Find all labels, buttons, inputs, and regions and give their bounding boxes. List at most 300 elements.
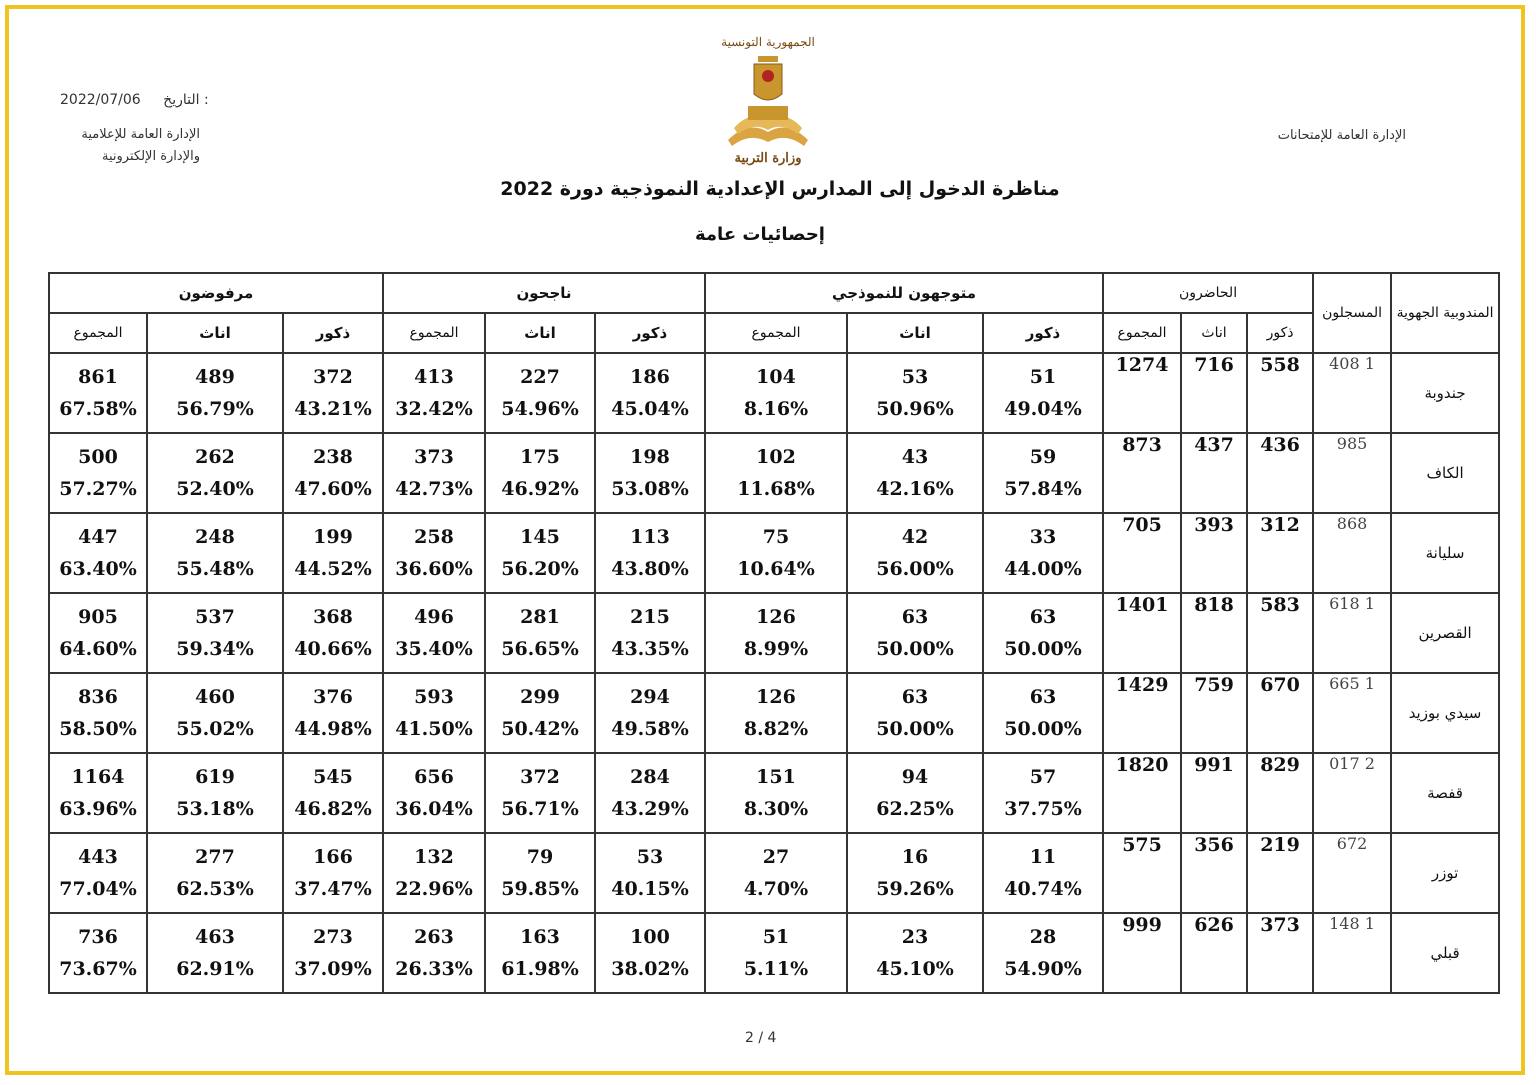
passed-female-value: 372 bbox=[520, 766, 560, 788]
passed-male-value: 198 bbox=[630, 446, 670, 468]
statistics-table bbox=[48, 272, 1500, 994]
col-oriented-female: اناث bbox=[847, 313, 983, 353]
passed-total bbox=[383, 513, 485, 593]
passed-male-percent: 40.15% bbox=[611, 878, 689, 900]
document-title: مناظرة الدخول إلى المدارس الإعدادية النموذجية دورة 2022 bbox=[500, 178, 1060, 200]
oriented-male bbox=[983, 353, 1103, 433]
oriented-total-value: 27 bbox=[762, 846, 790, 868]
oriented-female-percent: 59.26% bbox=[876, 878, 954, 900]
oriented-total bbox=[705, 753, 847, 833]
present-total-value: 1274 bbox=[1115, 354, 1169, 376]
date-value: 2022/07/06 bbox=[60, 92, 141, 108]
present-total bbox=[1103, 673, 1181, 753]
rejected-male bbox=[283, 833, 383, 913]
passed-total bbox=[383, 593, 485, 673]
oriented-male-percent: 50.00% bbox=[1004, 718, 1082, 740]
passed-female bbox=[485, 753, 595, 833]
passed-female-percent: 46.92% bbox=[501, 478, 579, 500]
registered-count bbox=[1313, 753, 1391, 833]
rejected-male-percent: 44.98% bbox=[294, 718, 372, 740]
oriented-total-percent: 5.11% bbox=[743, 958, 809, 980]
svg-text:وزارة التربية: وزارة التربية bbox=[734, 151, 802, 166]
passed-female-value: 227 bbox=[520, 366, 560, 388]
present-male-value: 583 bbox=[1260, 594, 1300, 616]
col-rejected-male: ذكور bbox=[283, 313, 383, 353]
rejected-female-value: 460 bbox=[195, 686, 235, 708]
present-male bbox=[1247, 353, 1313, 433]
oriented-male bbox=[983, 913, 1103, 993]
region-name-value: سيدي بوزيد bbox=[1408, 704, 1482, 722]
oriented-total bbox=[705, 593, 847, 673]
region-name bbox=[1391, 913, 1499, 993]
present-female-value: 991 bbox=[1194, 754, 1234, 776]
rejected-female bbox=[147, 513, 283, 593]
rejected-female bbox=[147, 673, 283, 753]
region-name bbox=[1391, 433, 1499, 513]
passed-total-percent: 26.33% bbox=[395, 958, 473, 980]
passed-total bbox=[383, 433, 485, 513]
passed-male-percent: 43.35% bbox=[611, 638, 689, 660]
present-male bbox=[1247, 673, 1313, 753]
oriented-female bbox=[847, 353, 983, 433]
passed-total-percent: 35.40% bbox=[395, 638, 473, 660]
present-male-value: 312 bbox=[1260, 514, 1300, 536]
passed-male bbox=[595, 433, 705, 513]
passed-female-value: 175 bbox=[520, 446, 560, 468]
oriented-total-value: 75 bbox=[762, 526, 790, 548]
present-total bbox=[1103, 913, 1181, 993]
present-total-value: 1401 bbox=[1115, 594, 1169, 616]
dept-line-2: والإدارة الإلكترونية bbox=[102, 149, 200, 164]
rejected-male-percent: 40.66% bbox=[294, 638, 372, 660]
registered-count bbox=[1313, 913, 1391, 993]
oriented-total-value: 151 bbox=[756, 766, 796, 788]
present-female-value: 437 bbox=[1194, 434, 1234, 456]
rejected-total-value: 443 bbox=[78, 846, 118, 868]
passed-total-percent: 22.96% bbox=[395, 878, 473, 900]
col-rejected-female: اناث bbox=[147, 313, 283, 353]
present-total bbox=[1103, 833, 1181, 913]
present-female bbox=[1181, 753, 1247, 833]
rejected-total-value: 905 bbox=[78, 606, 118, 628]
registered-count-value: 672 bbox=[1336, 834, 1368, 853]
present-female-value: 393 bbox=[1194, 514, 1234, 536]
oriented-male bbox=[983, 433, 1103, 513]
oriented-male-value: 51 bbox=[1029, 366, 1057, 388]
rejected-male-percent: 46.82% bbox=[294, 798, 372, 820]
oriented-total-value: 104 bbox=[756, 366, 796, 388]
exams-department: الإدارة العامة للإمتحانات bbox=[1277, 128, 1406, 143]
dept-line-1: الإدارة العامة للإعلامية bbox=[81, 127, 200, 142]
passed-total-percent: 36.60% bbox=[395, 558, 473, 580]
rejected-male-value: 166 bbox=[313, 846, 353, 868]
passed-female-percent: 56.71% bbox=[501, 798, 579, 820]
rejected-male bbox=[283, 673, 383, 753]
rejected-female-value: 248 bbox=[195, 526, 235, 548]
present-male-value: 219 bbox=[1260, 834, 1300, 856]
rejected-male-percent: 47.60% bbox=[294, 478, 372, 500]
rejected-female-percent: 59.34% bbox=[176, 638, 254, 660]
oriented-male-value: 28 bbox=[1029, 926, 1057, 948]
oriented-male-value: 11 bbox=[1029, 846, 1057, 868]
oriented-total-value: 126 bbox=[756, 606, 796, 628]
oriented-male-value: 63 bbox=[1029, 686, 1057, 708]
registered-count-value: 1 618 bbox=[1329, 594, 1375, 613]
rejected-female-percent: 62.91% bbox=[176, 958, 254, 980]
registered-count bbox=[1313, 593, 1391, 673]
rejected-male bbox=[283, 353, 383, 433]
date-label: التاريخ : bbox=[163, 92, 209, 108]
present-total-value: 575 bbox=[1122, 834, 1162, 856]
rejected-male-percent: 43.21% bbox=[294, 398, 372, 420]
passed-female-percent: 61.98% bbox=[501, 958, 579, 980]
rejected-male bbox=[283, 753, 383, 833]
oriented-female bbox=[847, 593, 983, 673]
document-subtitle: إحصائيات عامة bbox=[695, 224, 825, 245]
group-rejected: مرفوضون bbox=[49, 273, 383, 313]
passed-female bbox=[485, 433, 595, 513]
issuing-department bbox=[60, 124, 200, 168]
passed-female-value: 299 bbox=[520, 686, 560, 708]
present-male bbox=[1247, 433, 1313, 513]
passed-female-value: 163 bbox=[520, 926, 560, 948]
passed-female-value: 79 bbox=[526, 846, 554, 868]
passed-total-value: 593 bbox=[414, 686, 454, 708]
rejected-total bbox=[49, 833, 147, 913]
rejected-male-value: 368 bbox=[313, 606, 353, 628]
passed-male-percent: 43.29% bbox=[611, 798, 689, 820]
passed-male-percent: 38.02% bbox=[611, 958, 689, 980]
passed-total bbox=[383, 833, 485, 913]
present-female bbox=[1181, 673, 1247, 753]
col-region: المندوبية الجهوية bbox=[1391, 273, 1499, 353]
passed-male bbox=[595, 513, 705, 593]
rejected-female bbox=[147, 433, 283, 513]
oriented-female-percent: 50.96% bbox=[876, 398, 954, 420]
col-registered: المسجلون bbox=[1313, 273, 1391, 353]
col-present-female: اناث bbox=[1181, 313, 1247, 353]
present-female-value: 716 bbox=[1194, 354, 1234, 376]
passed-female bbox=[485, 513, 595, 593]
oriented-female-value: 16 bbox=[901, 846, 929, 868]
passed-male-value: 284 bbox=[630, 766, 670, 788]
oriented-female-value: 23 bbox=[901, 926, 929, 948]
rejected-total-value: 736 bbox=[78, 926, 118, 948]
present-male bbox=[1247, 753, 1313, 833]
present-female bbox=[1181, 593, 1247, 673]
oriented-male-percent: 57.84% bbox=[1004, 478, 1082, 500]
group-passed: ناجحون bbox=[383, 273, 705, 313]
region-name-value: توزر bbox=[1431, 864, 1459, 882]
rejected-female-value: 537 bbox=[195, 606, 235, 628]
present-total bbox=[1103, 353, 1181, 433]
region-name bbox=[1391, 673, 1499, 753]
rejected-total-value: 861 bbox=[78, 366, 118, 388]
passed-male bbox=[595, 753, 705, 833]
rejected-male-value: 273 bbox=[313, 926, 353, 948]
oriented-female-value: 63 bbox=[901, 686, 929, 708]
oriented-total bbox=[705, 913, 847, 993]
present-male-value: 373 bbox=[1260, 914, 1300, 936]
registered-count-value: 1 408 bbox=[1329, 354, 1375, 373]
present-total-value: 1429 bbox=[1115, 674, 1169, 696]
col-oriented-male: ذكور bbox=[983, 313, 1103, 353]
rejected-total-value: 500 bbox=[78, 446, 118, 468]
passed-female bbox=[485, 833, 595, 913]
rejected-total bbox=[49, 913, 147, 993]
rejected-total-percent: 58.50% bbox=[59, 718, 137, 740]
passed-total-percent: 42.73% bbox=[395, 478, 473, 500]
passed-male bbox=[595, 353, 705, 433]
present-female-value: 818 bbox=[1194, 594, 1234, 616]
rejected-total bbox=[49, 593, 147, 673]
present-female-value: 626 bbox=[1194, 914, 1234, 936]
rejected-total-percent: 64.60% bbox=[59, 638, 137, 660]
rejected-female-percent: 56.79% bbox=[176, 398, 254, 420]
present-total bbox=[1103, 593, 1181, 673]
col-rejected-total: المجموع bbox=[49, 313, 147, 353]
ministry-logo bbox=[718, 30, 818, 170]
present-total-value: 873 bbox=[1122, 434, 1162, 456]
registered-count bbox=[1313, 833, 1391, 913]
oriented-male-percent: 40.74% bbox=[1004, 878, 1082, 900]
rejected-male-value: 376 bbox=[313, 686, 353, 708]
oriented-female-percent: 56.00% bbox=[876, 558, 954, 580]
rejected-total bbox=[49, 433, 147, 513]
col-passed-female: اناث bbox=[485, 313, 595, 353]
region-name-value: قبلي bbox=[1430, 944, 1460, 962]
present-male-value: 436 bbox=[1260, 434, 1300, 456]
passed-female bbox=[485, 353, 595, 433]
present-female bbox=[1181, 513, 1247, 593]
present-female bbox=[1181, 433, 1247, 513]
group-oriented: متوجهون للنموذجي bbox=[705, 273, 1103, 313]
present-male bbox=[1247, 513, 1313, 593]
col-present-male: ذكور bbox=[1247, 313, 1313, 353]
rejected-female bbox=[147, 353, 283, 433]
oriented-total bbox=[705, 353, 847, 433]
rejected-total-percent: 57.27% bbox=[59, 478, 137, 500]
oriented-male-value: 33 bbox=[1029, 526, 1057, 548]
present-male bbox=[1247, 913, 1313, 993]
rejected-female-percent: 52.40% bbox=[176, 478, 254, 500]
oriented-male-value: 59 bbox=[1029, 446, 1057, 468]
region-name bbox=[1391, 593, 1499, 673]
oriented-female-value: 63 bbox=[901, 606, 929, 628]
oriented-total bbox=[705, 433, 847, 513]
rejected-male-value: 372 bbox=[313, 366, 353, 388]
rejected-total bbox=[49, 353, 147, 433]
registered-count-value: 2 017 bbox=[1329, 754, 1375, 773]
oriented-male-percent: 44.00% bbox=[1004, 558, 1082, 580]
table-row bbox=[49, 593, 1499, 673]
rejected-male bbox=[283, 433, 383, 513]
rejected-total-percent: 77.04% bbox=[59, 878, 137, 900]
passed-female bbox=[485, 913, 595, 993]
oriented-female-percent: 62.25% bbox=[876, 798, 954, 820]
oriented-male bbox=[983, 753, 1103, 833]
col-oriented-total: المجموع bbox=[705, 313, 847, 353]
table-row bbox=[49, 753, 1499, 833]
present-male bbox=[1247, 593, 1313, 673]
rejected-female bbox=[147, 913, 283, 993]
present-female-value: 759 bbox=[1194, 674, 1234, 696]
oriented-male bbox=[983, 673, 1103, 753]
passed-total-value: 373 bbox=[414, 446, 454, 468]
rejected-male bbox=[283, 593, 383, 673]
rejected-male bbox=[283, 513, 383, 593]
oriented-male-percent: 50.00% bbox=[1004, 638, 1082, 660]
passed-total-percent: 36.04% bbox=[395, 798, 473, 820]
passed-total bbox=[383, 753, 485, 833]
oriented-total bbox=[705, 673, 847, 753]
oriented-total-percent: 11.68% bbox=[737, 478, 815, 500]
present-total bbox=[1103, 433, 1181, 513]
passed-female-percent: 50.42% bbox=[501, 718, 579, 740]
oriented-total-value: 102 bbox=[756, 446, 796, 468]
rejected-total-value: 1164 bbox=[71, 766, 125, 788]
table-row bbox=[49, 353, 1499, 433]
passed-female-value: 145 bbox=[520, 526, 560, 548]
region-name-value: القصرين bbox=[1418, 624, 1472, 642]
passed-total-value: 496 bbox=[414, 606, 454, 628]
passed-female-value: 281 bbox=[520, 606, 560, 628]
group-present: الحاضرون bbox=[1103, 273, 1313, 313]
passed-male-value: 53 bbox=[636, 846, 664, 868]
oriented-female bbox=[847, 513, 983, 593]
oriented-female-percent: 42.16% bbox=[876, 478, 954, 500]
passed-male-value: 186 bbox=[630, 366, 670, 388]
rejected-female bbox=[147, 753, 283, 833]
present-total bbox=[1103, 753, 1181, 833]
page-number: 2 / 4 bbox=[745, 1030, 777, 1046]
oriented-female bbox=[847, 753, 983, 833]
registered-count-value: 1 148 bbox=[1329, 914, 1375, 933]
oriented-total-value: 126 bbox=[756, 686, 796, 708]
rejected-total-percent: 73.67% bbox=[59, 958, 137, 980]
table-row bbox=[49, 433, 1499, 513]
oriented-female-percent: 50.00% bbox=[876, 718, 954, 740]
passed-male bbox=[595, 913, 705, 993]
passed-male-percent: 45.04% bbox=[611, 398, 689, 420]
rejected-female-value: 262 bbox=[195, 446, 235, 468]
passed-total-value: 132 bbox=[414, 846, 454, 868]
rejected-total bbox=[49, 673, 147, 753]
svg-text:الجمهورية التونسية: الجمهورية التونسية bbox=[721, 35, 815, 49]
rejected-female-percent: 53.18% bbox=[176, 798, 254, 820]
oriented-female bbox=[847, 833, 983, 913]
rejected-female-percent: 62.53% bbox=[176, 878, 254, 900]
rejected-female bbox=[147, 593, 283, 673]
rejected-female-value: 489 bbox=[195, 366, 235, 388]
table-row bbox=[49, 913, 1499, 993]
oriented-male-percent: 49.04% bbox=[1004, 398, 1082, 420]
rejected-male-percent: 44.52% bbox=[294, 558, 372, 580]
passed-total-percent: 41.50% bbox=[395, 718, 473, 740]
passed-male-percent: 53.08% bbox=[611, 478, 689, 500]
region-name-value: جندوبة bbox=[1424, 384, 1466, 402]
region-name bbox=[1391, 833, 1499, 913]
present-total-value: 999 bbox=[1122, 914, 1162, 936]
region-name bbox=[1391, 353, 1499, 433]
oriented-male-percent: 37.75% bbox=[1004, 798, 1082, 820]
present-total bbox=[1103, 513, 1181, 593]
present-male bbox=[1247, 833, 1313, 913]
passed-female bbox=[485, 673, 595, 753]
oriented-female-value: 53 bbox=[901, 366, 929, 388]
passed-total bbox=[383, 353, 485, 433]
rejected-female bbox=[147, 833, 283, 913]
oriented-female-percent: 45.10% bbox=[876, 958, 954, 980]
header-row-groups bbox=[49, 273, 1499, 313]
oriented-total-percent: 10.64% bbox=[737, 558, 815, 580]
rejected-male-value: 238 bbox=[313, 446, 353, 468]
passed-male bbox=[595, 833, 705, 913]
oriented-male-value: 63 bbox=[1029, 606, 1057, 628]
region-name bbox=[1391, 513, 1499, 593]
registered-count-value: 1 665 bbox=[1329, 674, 1375, 693]
oriented-female-value: 42 bbox=[901, 526, 929, 548]
oriented-male-percent: 54.90% bbox=[1004, 958, 1082, 980]
rejected-male-value: 199 bbox=[313, 526, 353, 548]
passed-total-value: 413 bbox=[414, 366, 454, 388]
document-date bbox=[60, 92, 209, 108]
oriented-female bbox=[847, 913, 983, 993]
oriented-total-percent: 8.82% bbox=[743, 718, 809, 740]
oriented-total-percent: 8.16% bbox=[743, 398, 809, 420]
present-male-value: 670 bbox=[1260, 674, 1300, 696]
rejected-total-percent: 63.96% bbox=[59, 798, 137, 820]
oriented-female-value: 94 bbox=[901, 766, 929, 788]
rejected-female-value: 463 bbox=[195, 926, 235, 948]
registered-count bbox=[1313, 433, 1391, 513]
rejected-male-percent: 37.47% bbox=[294, 878, 372, 900]
present-female bbox=[1181, 913, 1247, 993]
passed-male-value: 294 bbox=[630, 686, 670, 708]
rejected-female-value: 619 bbox=[195, 766, 235, 788]
registered-count bbox=[1313, 513, 1391, 593]
region-name bbox=[1391, 753, 1499, 833]
passed-total-percent: 32.42% bbox=[395, 398, 473, 420]
region-name-value: قفصة bbox=[1427, 784, 1463, 802]
passed-total-value: 656 bbox=[414, 766, 454, 788]
passed-female bbox=[485, 593, 595, 673]
passed-total-value: 263 bbox=[414, 926, 454, 948]
oriented-total-percent: 4.70% bbox=[743, 878, 809, 900]
passed-male bbox=[595, 593, 705, 673]
present-female bbox=[1181, 833, 1247, 913]
rejected-female-percent: 55.48% bbox=[176, 558, 254, 580]
oriented-total-value: 51 bbox=[762, 926, 790, 948]
rejected-male-value: 545 bbox=[313, 766, 353, 788]
rejected-total-percent: 67.58% bbox=[59, 398, 137, 420]
rejected-total-value: 447 bbox=[78, 526, 118, 548]
present-total-value: 1820 bbox=[1115, 754, 1169, 776]
oriented-male bbox=[983, 513, 1103, 593]
oriented-total bbox=[705, 513, 847, 593]
registered-count bbox=[1313, 673, 1391, 753]
passed-male-value: 215 bbox=[630, 606, 670, 628]
registered-count-value: 868 bbox=[1336, 514, 1368, 533]
oriented-total-percent: 8.99% bbox=[743, 638, 809, 660]
present-male-value: 829 bbox=[1260, 754, 1300, 776]
header-row-subcols bbox=[49, 313, 1499, 353]
passed-female-percent: 56.20% bbox=[501, 558, 579, 580]
registered-count-value: 985 bbox=[1336, 434, 1368, 453]
present-male-value: 558 bbox=[1260, 354, 1300, 376]
passed-total bbox=[383, 673, 485, 753]
oriented-total-percent: 8.30% bbox=[743, 798, 809, 820]
